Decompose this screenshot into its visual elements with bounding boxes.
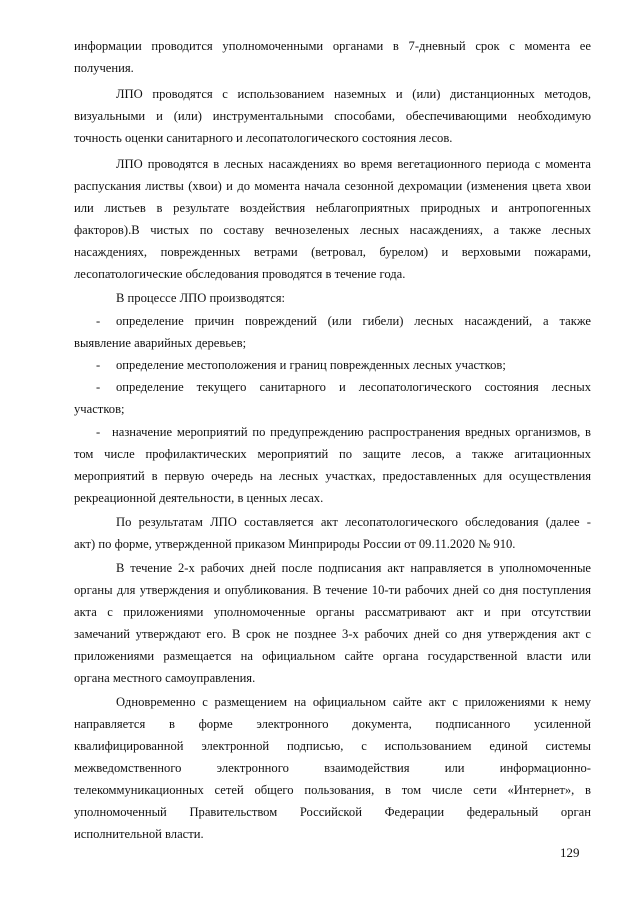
- text-line: рекреационной деятельности, в ценных лесах.: [74, 491, 324, 505]
- text-line: приложениями размещается на официальном сайте органа государственной власти или: [74, 649, 591, 663]
- text-line: акт) по форме, утвержденной приказом Минприроды России от 09.11.2020 № 910.: [74, 537, 516, 551]
- text-line: визуальными и (или) инструментальными способами, обеспечивающими необходимую: [74, 109, 591, 123]
- text-line: точность оценки санитарного и лесопатологического состояния лесов.: [74, 131, 453, 145]
- text-line: мероприятий в первую очередь на лесных участках, предоставленных для осуществления: [74, 469, 591, 483]
- text-line: распускания листвы (хвои) и до момента начала сезонной дехромации (изменения цвета хвои: [74, 179, 591, 193]
- text-line: ЛПО проводятся в лесных насаждениях во время вегетационного периода с момента: [116, 157, 591, 171]
- text-line: участков;: [74, 402, 125, 416]
- text-line: замечаний утверждают его. В срок не позднее 3-х рабочих дней со дня утверждения акт с: [74, 627, 591, 641]
- text-line: исполнительной власти.: [74, 827, 204, 841]
- text-line: определение причин повреждений (или гибели) лесных насаждений, а также: [116, 314, 591, 328]
- text-line: насаждениях, поврежденных ветрами (ветровал, бурелом) и верховыми пожарами,: [74, 245, 591, 259]
- text-line: квалифицированной электронной подписью, с использованием единой системы: [74, 739, 591, 753]
- text-line: информации проводится уполномоченными органами в 7-дневный срок с момента ее: [74, 39, 591, 53]
- text-line: По результатам ЛПО составляется акт лесопатологического обследования (далее -: [116, 515, 591, 529]
- text-line: органы для утверждения и опубликования. В течение 10-ти рабочих дней со дня поступления: [74, 583, 591, 597]
- text-line: органа местного самоуправления.: [74, 671, 256, 685]
- page-number: 129: [560, 845, 580, 860]
- text-line: В процессе ЛПО производятся:: [116, 291, 286, 305]
- text-line: Одновременно с размещением на официальном сайте акт с приложениями к нему: [116, 695, 591, 709]
- text-line: получения.: [74, 61, 134, 75]
- text-line: ЛПО проводятся с использованием наземных и (или) дистанционных методов,: [116, 87, 591, 101]
- text-line: выявление аварийных деревьев;: [74, 336, 247, 350]
- text-line: акта с приложениями уполномоченные органы рассматривают акт и при отсутствии: [74, 605, 591, 619]
- text-line: или листьев в результате воздействия неблагоприятных природных и антропогенных: [74, 201, 591, 215]
- text-line: В течение 2-х рабочих дней после подписания акт направляется в уполномоченные: [116, 561, 591, 575]
- list-dash: -: [96, 358, 101, 372]
- text-line: определение текущего санитарного и лесопатологического состояния лесных: [116, 380, 591, 394]
- list-dash: -: [96, 425, 101, 439]
- text-line: определение местоположения и границ поврежденных лесных участков;: [116, 358, 506, 372]
- list-dash: -: [96, 380, 101, 394]
- text-line: телекоммуникационных сетей общего пользования, в том числе сети «Интернет», в: [74, 783, 591, 797]
- text-line: факторов).В чистых по составу вечнозеленых лесных насаждениях, а также лесных: [74, 223, 591, 237]
- text-line: лесопатологические обследования проводятся в течение года.: [74, 267, 406, 281]
- text-line: уполномоченный Правительством Российской Федерации федеральный орган: [74, 805, 591, 819]
- text-line: направляется в форме электронного документа, подписанного усиленной: [74, 717, 591, 731]
- text-line: межведомственного электронного взаимодействия или информационно-: [74, 761, 591, 775]
- text-line: том числе профилактических мероприятий по защите лесов, а также агитационных: [74, 447, 591, 461]
- list-dash: -: [96, 314, 101, 328]
- text-line: назначение мероприятий по предупреждению распространения вредных организмов, в: [112, 425, 591, 439]
